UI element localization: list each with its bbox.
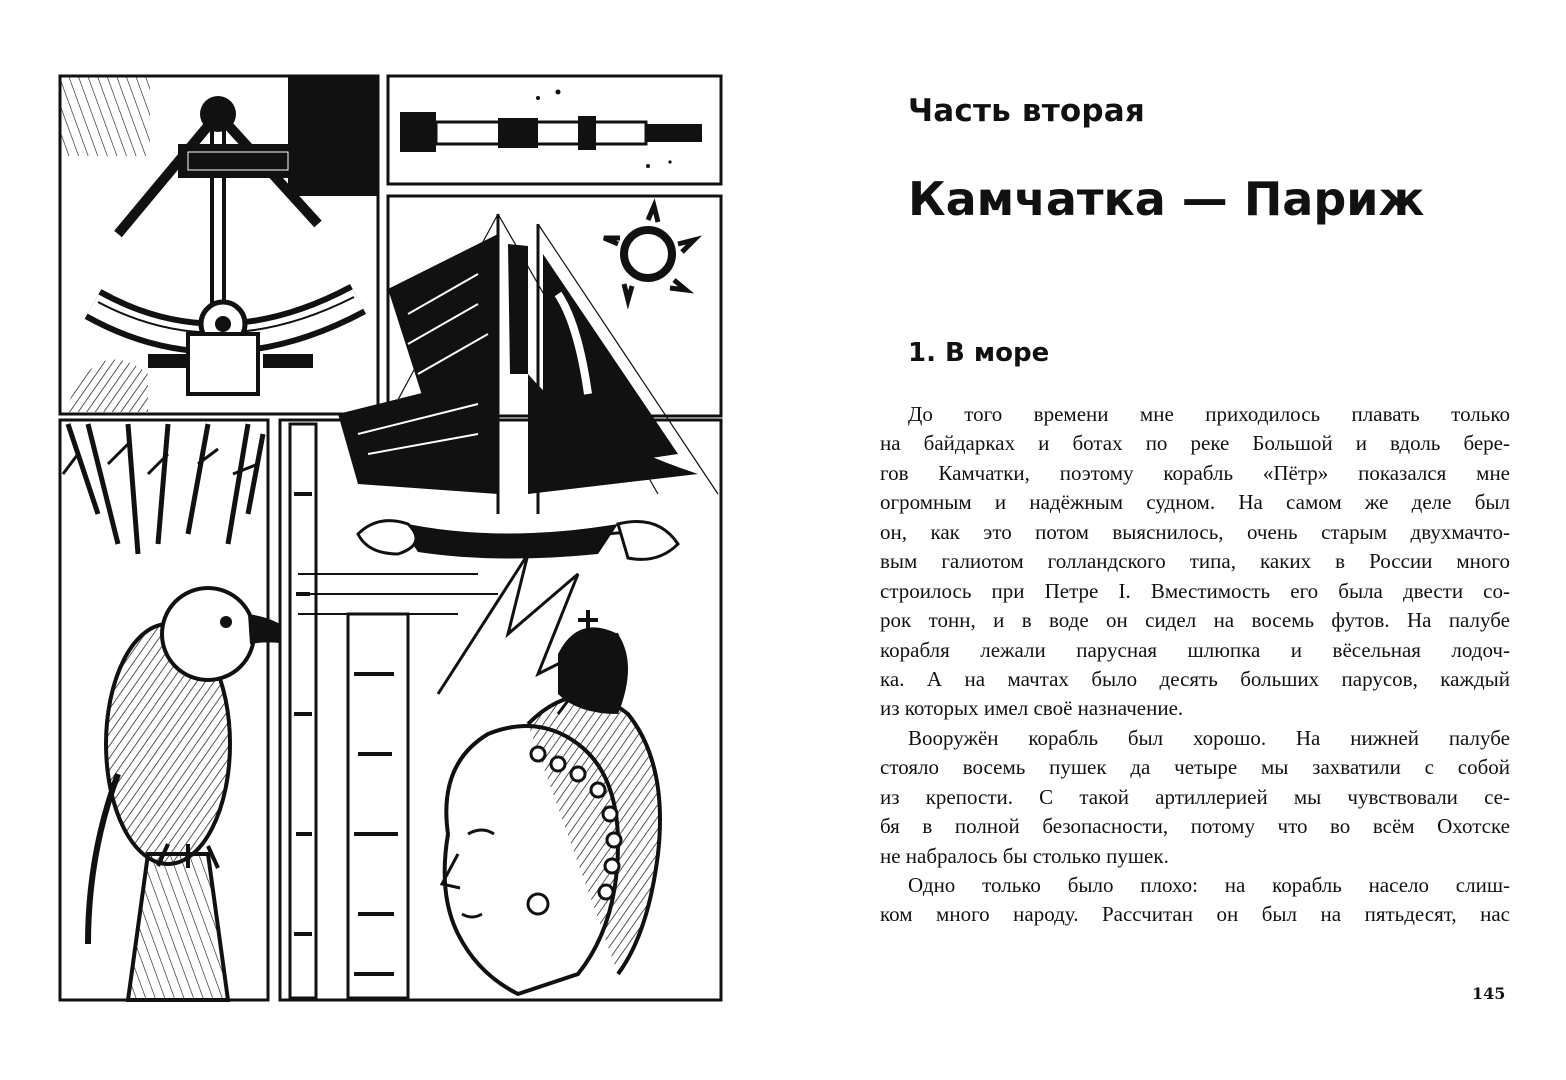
bird-panel: [60, 420, 298, 1000]
text-page: [880, 0, 1510, 1080]
text-line: из крепости. С такой артиллерией мы чувствовали се-: [880, 784, 1510, 809]
text-line: ка. А на мачтах было десять больших парусов, каждый: [880, 666, 1510, 691]
text-line: рок тонн, и в воде он сидел на восемь футов. На палубе: [880, 608, 1510, 633]
text-line: из которых имел своё назначение.: [880, 696, 1184, 721]
portrait-panel: [280, 420, 721, 1000]
text-line: До того времени мне приходилось плавать только: [908, 402, 1510, 426]
text-line: бя в полной безопасности, потому что во всём Охотске: [880, 814, 1510, 839]
page-number: 145: [1472, 984, 1506, 1003]
text-line: огромным и надёжным судном. На самом же деле был: [880, 490, 1510, 515]
chapter-title: Камчатка — Париж: [908, 172, 1425, 226]
sextant-panel: [60, 76, 378, 414]
text-line: Одно только было плохо: на корабль насело слиш-: [908, 873, 1510, 897]
illustration: [58, 74, 725, 1002]
text-line: Вооружён корабль был хорошо. На нижней палубе: [908, 725, 1510, 750]
text-line: вым галиотом голландского типа, каких в России много: [880, 549, 1510, 574]
text-line: гов Камчатки, поэтому корабль «Пётр» показался мне: [880, 460, 1510, 485]
text-line: строилось при Петре I. Вместимость его была двести со-: [880, 578, 1510, 603]
text-line: он, как это потом выяснилось, очень старым двухмачто-: [880, 519, 1510, 544]
body-text: [880, 400, 1510, 930]
part-label: Часть вторая: [908, 93, 1146, 129]
text-line: стояло восемь пушек да четыре мы захватили с собой: [880, 755, 1510, 780]
text-line: на байдарках и ботах по реке Большой и вдоль бере-: [880, 431, 1510, 456]
text-line: корабля лежали парусная шлюпка и вёсельная лодоч-: [880, 637, 1510, 662]
text-line: не набралось бы столько пушек.: [880, 843, 1169, 868]
text-line: ком много народу. Рассчитан он был на пятьдесят, нас: [880, 902, 1510, 927]
section-heading: 1. В море: [908, 338, 1050, 368]
telescope-panel: [388, 76, 721, 184]
